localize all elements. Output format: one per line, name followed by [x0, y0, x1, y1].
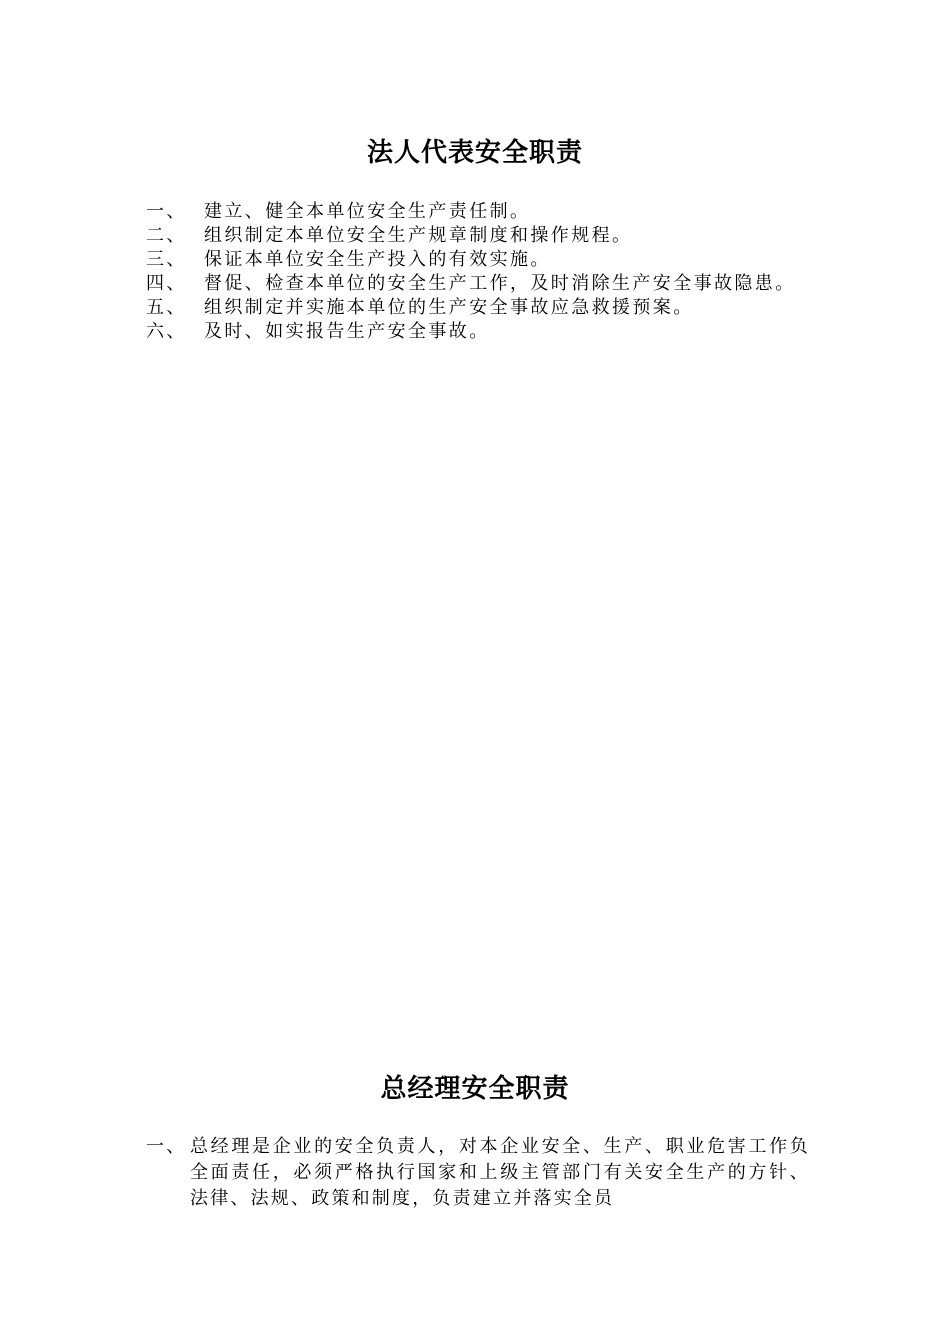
- item-number: 六、: [146, 321, 187, 342]
- item-text: 组织制定本单位安全生产规章制度和操作规程。: [204, 225, 633, 246]
- item-text: 建立、健全本单位安全生产责任制。: [204, 201, 531, 222]
- item-text: 组织制定并实施本单位的生产安全事故应急救援预案。: [204, 297, 694, 318]
- item-number: 五、: [146, 297, 187, 318]
- item-number: 三、: [146, 249, 187, 270]
- item-text: 督促、检查本单位的安全生产工作，及时消除生产安全事故隐患。: [204, 273, 796, 294]
- section-title-legal-representative: 法人代表安全职责: [366, 138, 583, 168]
- duty-paragraph-general-manager: [146, 1134, 810, 1212]
- list-item: [146, 224, 810, 248]
- item-number: 二、: [146, 225, 187, 246]
- duty-list-legal-representative: [146, 200, 810, 344]
- item-text: 及时、如实报告生产安全事故。: [204, 321, 490, 342]
- list-item: [146, 296, 810, 320]
- item-text: 保证本单位安全生产投入的有效实施。: [204, 249, 551, 270]
- item-number: 一、: [146, 1136, 187, 1157]
- section-title-general-manager: 总经理安全职责: [380, 1074, 570, 1104]
- list-item: [146, 272, 810, 296]
- list-item: [146, 200, 810, 224]
- item-text: 总经理是企业的安全负责人，对本企业安全、生产、职业危害工作负全面责任，必须严格执行国家和上级主管部门有关安全生产的方针、法律、法规、政策和制度，负责建立并落实全员: [190, 1136, 810, 1209]
- item-number: 一、: [146, 201, 187, 222]
- item-number: 四、: [146, 273, 187, 294]
- list-item: [146, 248, 810, 272]
- list-item: [146, 320, 810, 344]
